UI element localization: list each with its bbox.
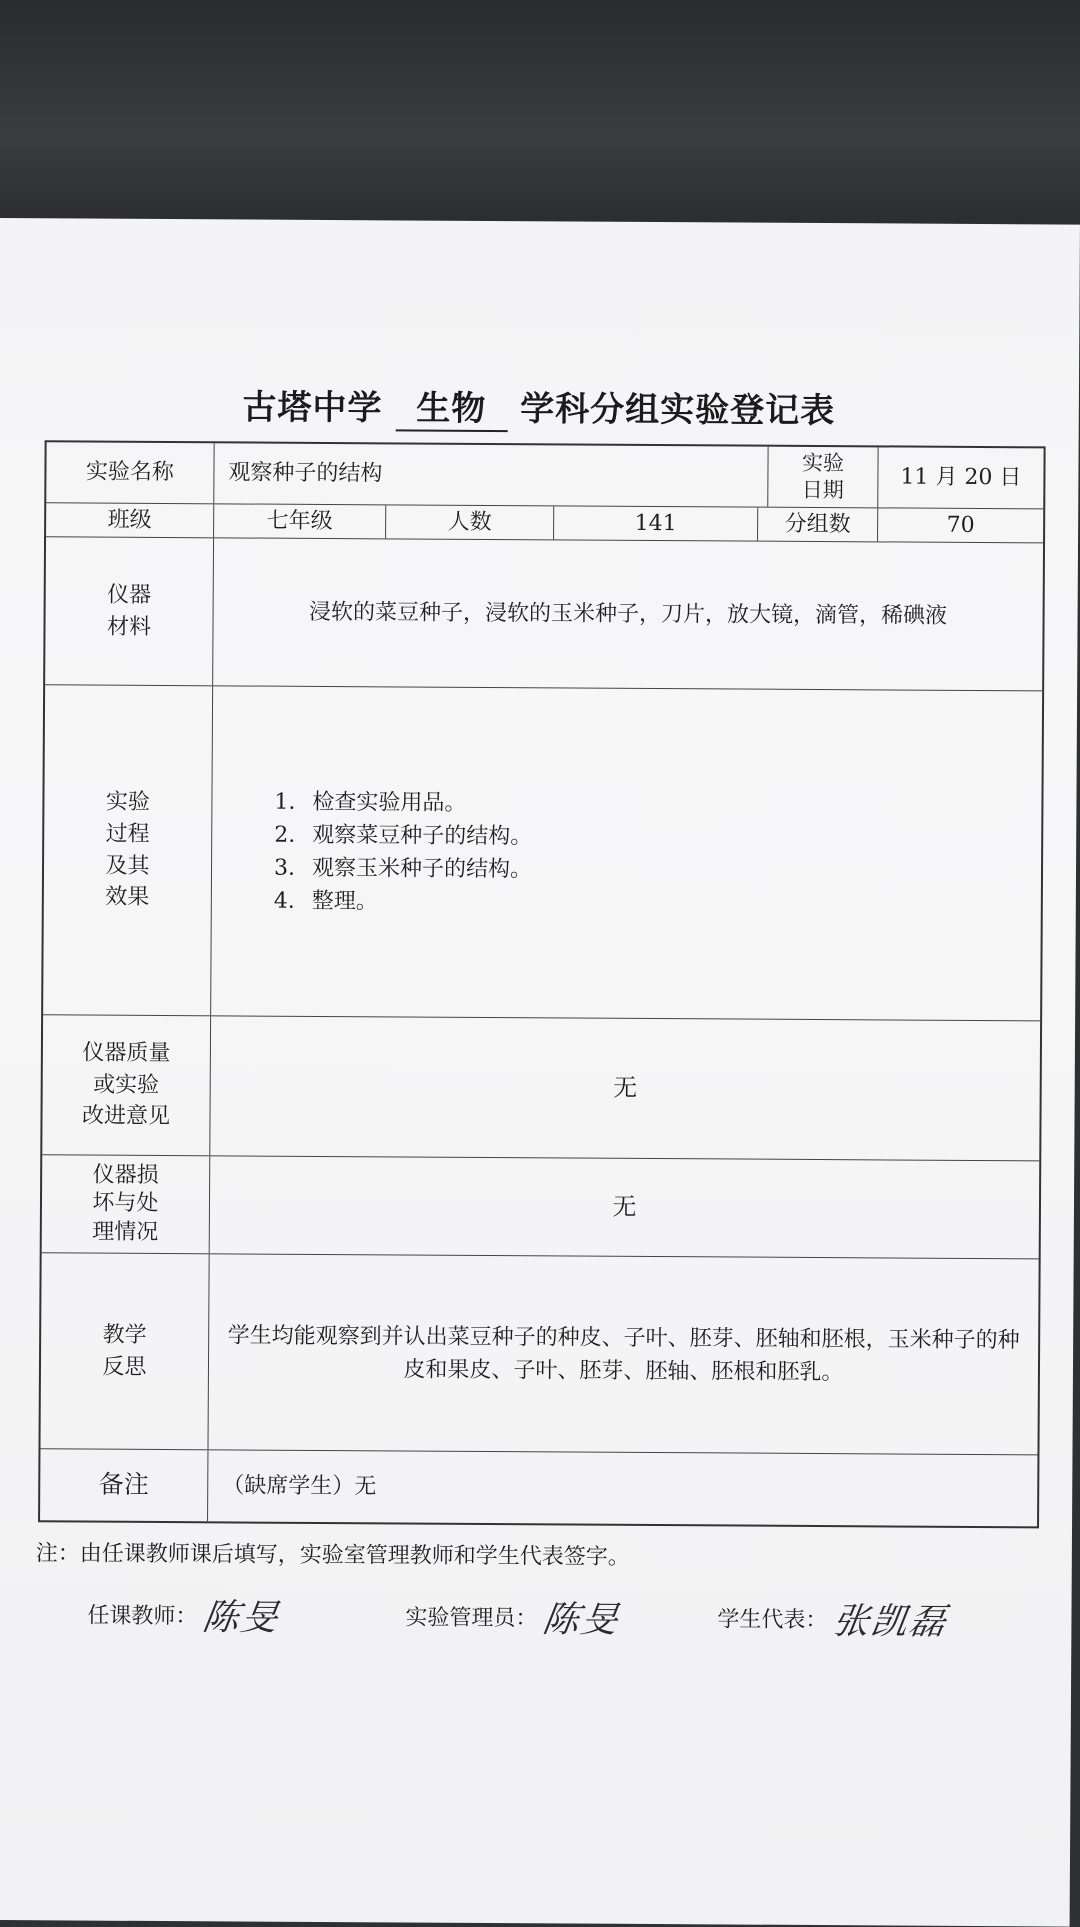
process-steps-list [274, 785, 533, 919]
experiment-date-label: 实验 日期 [768, 447, 878, 508]
student-count-label: 人数 [386, 505, 554, 539]
title-prefix: 古塔中学 [242, 387, 383, 429]
student-count-value: 141 [554, 506, 758, 540]
process-steps-cell [211, 686, 1042, 1020]
form-sheet [0, 218, 1080, 1927]
remarks-value: （缺席学生）无 [222, 1472, 377, 1499]
experiment-date-value: 11 月 20 日 [900, 464, 1022, 491]
experiment-name-value: 观察种子的结构 [214, 443, 768, 506]
row-quality [42, 1014, 1040, 1160]
student-signature: 张凯磊 [830, 1601, 951, 1643]
group-count-value: 70 [946, 512, 975, 538]
reflection-value: 学生均能观察到并认出菜豆种子的种皮、子叶、胚芽、胚轴和胚根，玉米种子的种皮和果皮、子叶、胚芽、胚轴、胚根和胚乳。 [227, 1322, 1020, 1385]
row-damage [42, 1154, 1040, 1258]
materials-label: 仪器 材料 [45, 537, 214, 685]
quality-value: 无 [613, 1073, 638, 1103]
row-remarks [40, 1448, 1037, 1526]
footer-note: 注：由任课教师课后填写，实验室管理教师和学生代表签字。 [35, 1541, 630, 1570]
class-label: 班级 [46, 503, 214, 537]
process-step: 2. 观察菜豆种子的结构。 [274, 822, 533, 849]
row-reflection [40, 1252, 1038, 1454]
process-label: 实验 过程 及其 效果 [43, 685, 213, 1015]
admin-signature-line [405, 1591, 623, 1643]
experiment-registration-table [38, 440, 1046, 1528]
quality-label: 仪器质量 或实验 改进意见 [42, 1015, 211, 1155]
teacher-signature-line [87, 1589, 283, 1641]
damage-value: 无 [612, 1192, 637, 1221]
student-signature-line [717, 1592, 951, 1644]
page-title [0, 378, 1079, 436]
teacher-signature: 陈旻 [200, 1597, 283, 1639]
reflection-label: 教学 反思 [40, 1253, 209, 1449]
experiment-name-label: 实验名称 [46, 442, 214, 503]
damage-label: 仪器损 坏与处 理情况 [42, 1155, 211, 1253]
process-step: 3. 观察玉米种子的结构。 [273, 855, 533, 882]
materials-value: 浸软的菜豆种子，浸软的玉米种子，刀片，放大镜，滴管，稀碘液 [309, 599, 948, 629]
admin-label: 实验管理员： [405, 1605, 538, 1632]
class-value: 七年级 [214, 504, 386, 538]
title-suffix: 学科分组实验登记表 [520, 389, 836, 432]
remarks-label: 备注 [40, 1449, 208, 1521]
admin-signature: 陈旻 [540, 1599, 623, 1641]
process-step: 4. 整理。 [273, 888, 378, 914]
row-materials [45, 536, 1043, 690]
student-label: 学生代表： [717, 1607, 828, 1634]
process-step: 1. 检查实验用品。 [274, 789, 467, 816]
teacher-label: 任课教师： [87, 1603, 198, 1630]
group-count-label: 分组数 [758, 508, 878, 542]
row-experiment-name [46, 442, 1043, 508]
row-process [43, 684, 1042, 1020]
desk-background [0, 0, 1080, 225]
title-subject: 生物 [395, 380, 507, 432]
